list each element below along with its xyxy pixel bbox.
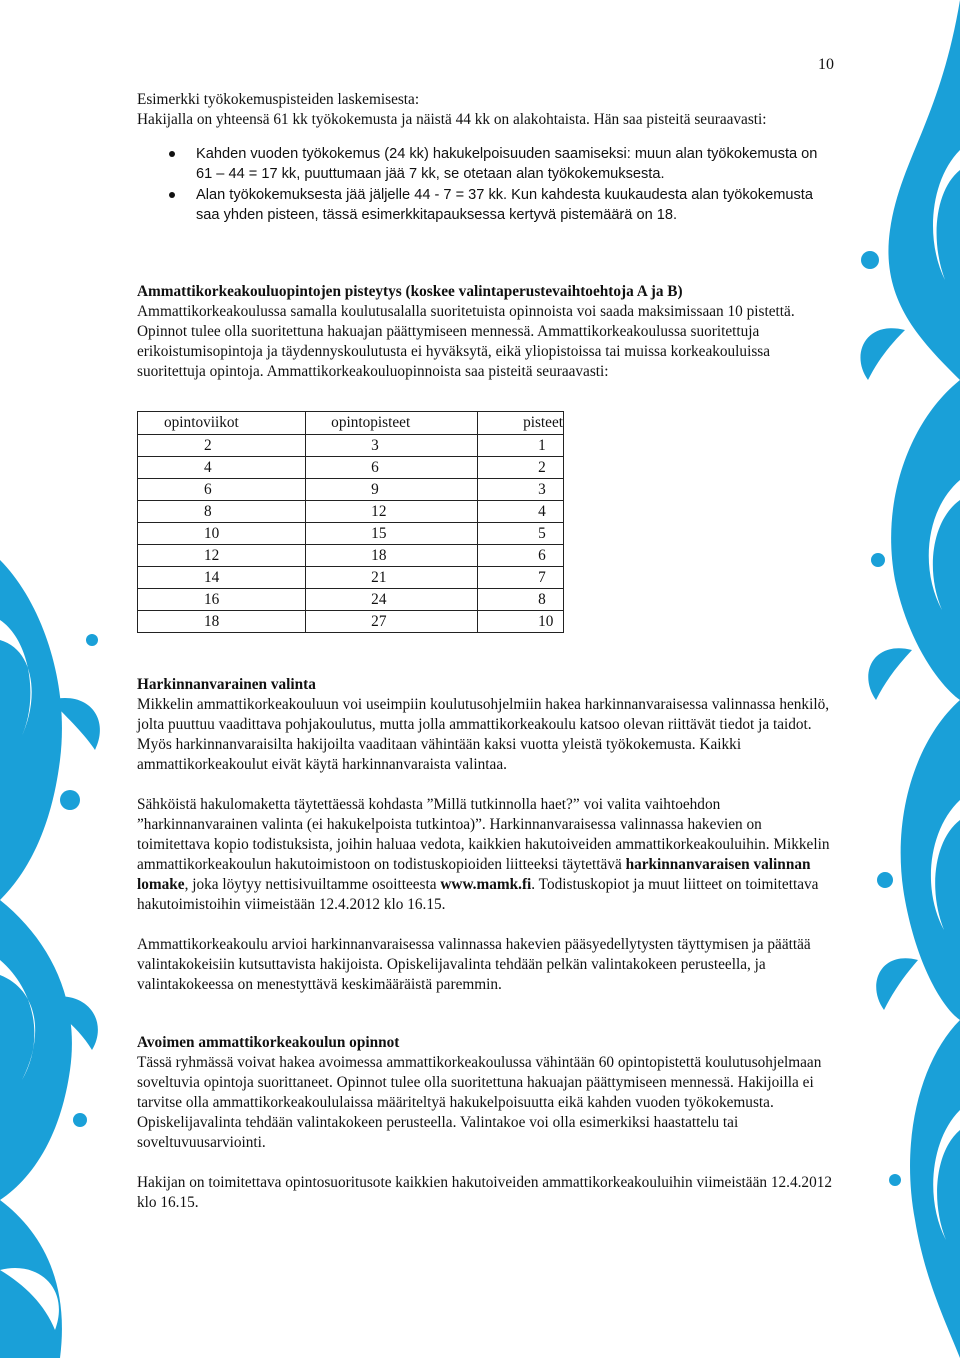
amk-body: Ammattikorkeakoulussa samalla koulutusalalla suoritetuista opinnoista voi saada maksimissaan 10 pistettä. Opinnot tulee olla suoritettuna hakuajan päättymiseen mennessä. Ammattikorkeakoulussa suoritettuja erikoistumisopintoja ja täydennyskoulutusta ei hyväksytä, eikä yliopistoissa tai muissa korkeakouluissa suoritettuja opintoja. Ammattikorkeakouluopinnoista saa pisteitä seuraavasti: [137, 303, 795, 380]
table-row: 10 15 5 [138, 523, 564, 545]
table-row: 12 18 6 [138, 545, 564, 567]
list-item: Alan työkokemuksesta jää jäljelle 44 - 7 = 37 kk. Kun kahdesta kuukaudesta alan työkokemusta saa yhden pisteen, tässä esimerkkitapauksessa kertyvä pistemäärä on 18. [137, 185, 837, 225]
page-number: 10 [818, 56, 834, 73]
table-header-row [138, 412, 564, 435]
open-studies-heading: Avoimen ammattikorkeakoulun opinnot [137, 1034, 400, 1051]
column-header: opintoviikot [138, 412, 306, 435]
open-studies-paragraph: Tässä ryhmässä voivat hakea avoimessa ammattikorkeakoulussa vähintään 60 opintopistettä koulutusohjelmaan soveltuvia opintoja suorittaneet. Opinnot tulee olla suoritettuna hakuajan päättymiseen mennessä. Hakijoilla ei tarvitse olla ammattikorkeakoululaissa määriteltyä hakukelpoisuutta eikä kahden vuoden työkokemusta. Opiskelijavalinta tehdään valintakokeen perusteella. Valintakoe voi olla esimerkiksi haastattelu tai soveltuvuusarviointi. [137, 1054, 822, 1151]
table-row: 18 27 10 [138, 611, 564, 633]
example-intro: Hakijalla on yhteensä 61 kk työkokemusta ja näistä 44 kk on alakohtaista. Hän saa pisteitä seuraavasti: [137, 111, 767, 128]
table-row: 4 6 2 [138, 457, 564, 479]
column-header: pisteet [478, 412, 564, 435]
form-name: harkinnanvaraisen valinnan lomake [137, 856, 811, 893]
discretion-section [137, 675, 837, 995]
example-title: Esimerkki työkokemuspisteiden laskemisesta: [137, 91, 420, 108]
column-header: opintopisteet [306, 412, 478, 435]
document-body [137, 90, 837, 1213]
table-row: 8 12 4 [138, 501, 564, 523]
amk-section [137, 282, 837, 633]
points-table [137, 411, 564, 633]
table-row: 14 21 7 [138, 567, 564, 589]
table-row: 6 9 3 [138, 479, 564, 501]
open-studies-paragraph: Hakijan on toimitettava opintosuoritusote kaikkien hakutoiveiden ammattikorkeakouluihin viimeistään 12.4.2012 klo 16.15. [137, 1174, 833, 1211]
discretion-paragraph: Sähköistä hakulomaketta täytettäessä kohdasta ”Millä tutkinnolla haet?” voi valita vaihtoehdon ”harkinnanvarainen valinta (ei hakukelpoista tutkintoa)”. Harkinnanvaraisessa valinnassa hakevien on toimitettava kopio todistuksista, joihin haluaa vedota, kaikkien hakutoiveiden ammattikorkeakouluihin. Mikkelin ammattikorkeakoulun hakutoimistoon on todistuskopioiden liitteeksi täytettävä harkinnanvaraisen valinnan lomake, joka löytyy nettisivuiltamme osoitteesta www.mamk.fi. Todistuskopiot ja muut liitteet on toimitettava hakutoimistoihin viimeistään 12.4.2012 klo 16.15. [137, 796, 830, 913]
example-bullet-list [137, 144, 837, 225]
amk-heading: Ammattikorkeakouluopintojen pisteytys (koskee valintaperustevaihtoehtoja A ja B) [137, 283, 683, 300]
discretion-paragraph: Mikkelin ammattikorkeakouluun voi useimpiin koulutusohjelmiin hakea harkinnanvaraisessa valinnassa henkilö, jolta puuttuu vaadittava pohjakoulutus, mutta jolla ammattikorkeakoulu katsoo olevan riittävät tiedot ja taidot. Myös harkinnanvaraisilta hakijoilta vaaditaan vähintään kaksi vuotta yleistä työkokemusta. Kaikki ammattikorkeakoulut eivät käytä harkinnanvaraista valintaa. [137, 696, 830, 773]
list-item: Kahden vuoden työkokemus (24 kk) hakukelpoisuuden saamiseksi: muun alan työkokemusta on 61 – 44 = 17 kk, puuttumaan jää 7 kk, se otetaan alan työkokemuksesta. [137, 144, 837, 184]
table-row: 2 3 1 [138, 435, 564, 457]
website-link[interactable]: www.mamk.fi [440, 876, 532, 893]
table-row: 16 24 8 [138, 589, 564, 611]
open-studies-section [137, 1033, 837, 1213]
discretion-heading: Harkinnanvarainen valinta [137, 676, 316, 693]
discretion-paragraph: Ammattikorkeakoulu arvioi harkinnanvaraisessa valinnassa hakevien pääsyedellytysten täyttymisen ja päättää valintakokeisiin kutsuttavista hakijoista. Opiskelijavalinta tehdään pelkän valintakokeen perusteella, ja valintakokeessa on menestyttävä keskimääräistä paremmin. [137, 936, 811, 993]
